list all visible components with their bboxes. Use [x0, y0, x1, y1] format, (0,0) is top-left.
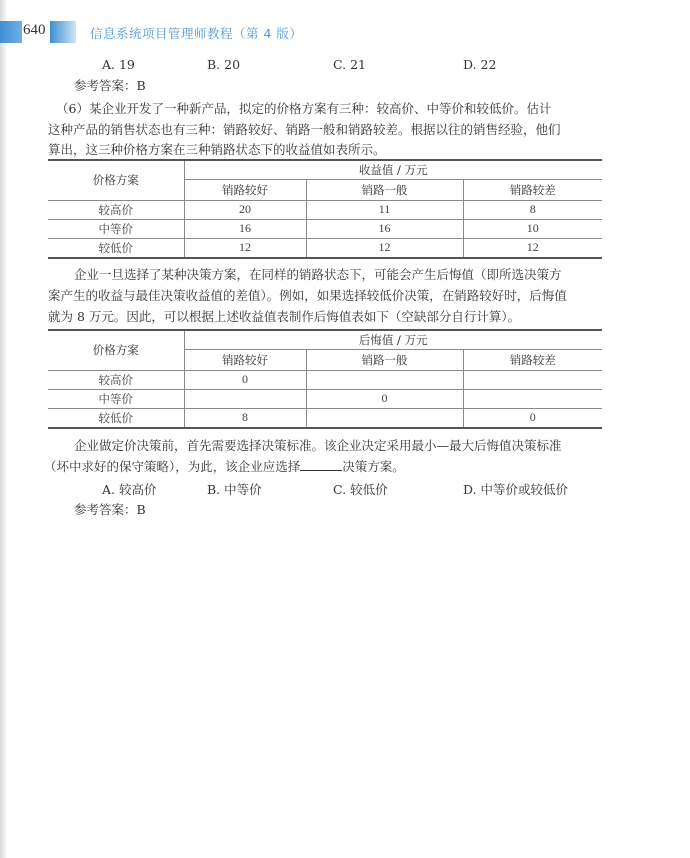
q6-option-c: C. 较低价	[333, 482, 388, 497]
group-header: 收益值 / 万元	[184, 160, 602, 179]
page-number: 640	[23, 22, 46, 38]
row-label: 较高价	[48, 200, 184, 219]
header-decor-left	[0, 21, 22, 43]
column-header: 销路较差	[463, 179, 602, 200]
cell: 10	[463, 219, 602, 238]
decision-text-after-blank: 决策方案。	[342, 459, 405, 474]
q6-intro-line-2: 这种产品的销售状态也有三种：销路较好、销路一般和销路较差。根据以往的销售经验，他们	[48, 122, 561, 137]
column-header: 销路一般	[306, 179, 463, 200]
cell: 11	[306, 200, 463, 219]
cell: 16	[184, 219, 306, 238]
q6-option-a: A. 较高价	[102, 482, 157, 497]
decision-para-line-2	[44, 458, 405, 476]
q6-option-b: B. 中等价	[207, 482, 262, 497]
q5-answer: 参考答案：B	[74, 78, 146, 93]
column-header: 销路较好	[184, 349, 306, 370]
q6-option-d: D. 中等价或较低价	[463, 482, 569, 497]
regret-para-line-3: 就为 8 万元。因此，可以根据上述收益值表制作后悔值表如下（空缺部分自行计算）。	[48, 309, 521, 324]
q6-intro-line-3: 算出，这三种价格方案在三种销路状态下的收益值如表所示。	[48, 142, 386, 157]
table-row	[48, 370, 602, 389]
header-decor-right	[50, 21, 76, 43]
cell: 0	[463, 408, 602, 428]
row-header: 价格方案	[48, 160, 184, 200]
cell	[463, 370, 602, 389]
q5-option-a: A. 19	[102, 57, 135, 72]
group-header: 后悔值 / 万元	[184, 330, 602, 349]
cell	[306, 408, 463, 428]
book-title: 信息系统项目管理师教程（第 4 版）	[90, 26, 303, 41]
row-label: 较高价	[48, 370, 184, 389]
column-header: 销路较差	[463, 349, 602, 370]
q6-answer: 参考答案：B	[74, 502, 146, 517]
page-edge-shadow	[0, 0, 6, 858]
table-row	[48, 389, 602, 408]
payoff-table	[48, 159, 602, 259]
cell	[184, 389, 306, 408]
column-header: 销路一般	[306, 349, 463, 370]
row-label: 较低价	[48, 238, 184, 258]
decision-text-before-blank: （坏中求好的保守策略），为此，该企业应选择	[44, 459, 301, 474]
cell: 16	[306, 219, 463, 238]
table-row	[48, 408, 602, 428]
cell: 12	[184, 238, 306, 258]
cell: 0	[306, 389, 463, 408]
cell: 12	[463, 238, 602, 258]
cell: 0	[184, 370, 306, 389]
cell: 8	[463, 200, 602, 219]
row-label: 中等价	[48, 219, 184, 238]
q6-intro-line-1: （6）某企业开发了一种新产品，拟定的价格方案有三种：较高价、中等价和较低价。估计	[56, 101, 552, 116]
answer-blank	[300, 458, 342, 471]
column-header: 销路较好	[184, 179, 306, 200]
table-row	[48, 219, 602, 238]
decision-para-line-1: 企业做定价决策前，首先需要选择决策标准。该企业决定采用最小—最大后悔值决策标准	[74, 438, 562, 453]
cell: 12	[306, 238, 463, 258]
q5-option-b: B. 20	[207, 57, 241, 72]
regret-table	[48, 329, 602, 429]
table-row	[48, 200, 602, 219]
regret-para-line-2: 案产生的收益与最佳决策收益值的差值）。例如，如果选择较低价决策，在销路较好时，后悔值	[48, 288, 567, 303]
cell	[463, 389, 602, 408]
row-label: 较低价	[48, 408, 184, 428]
row-label: 中等价	[48, 389, 184, 408]
cell: 20	[184, 200, 306, 219]
cell	[306, 370, 463, 389]
q5-option-c: C. 21	[333, 57, 366, 72]
regret-para-line-1: 企业一旦选择了某种决策方案，在同样的销路状态下，可能会产生后悔值（即所选决策方	[74, 267, 562, 282]
row-header: 价格方案	[48, 330, 184, 370]
q5-option-d: D. 22	[463, 57, 497, 72]
page-header	[0, 20, 690, 46]
table-row	[48, 238, 602, 258]
cell: 8	[184, 408, 306, 428]
